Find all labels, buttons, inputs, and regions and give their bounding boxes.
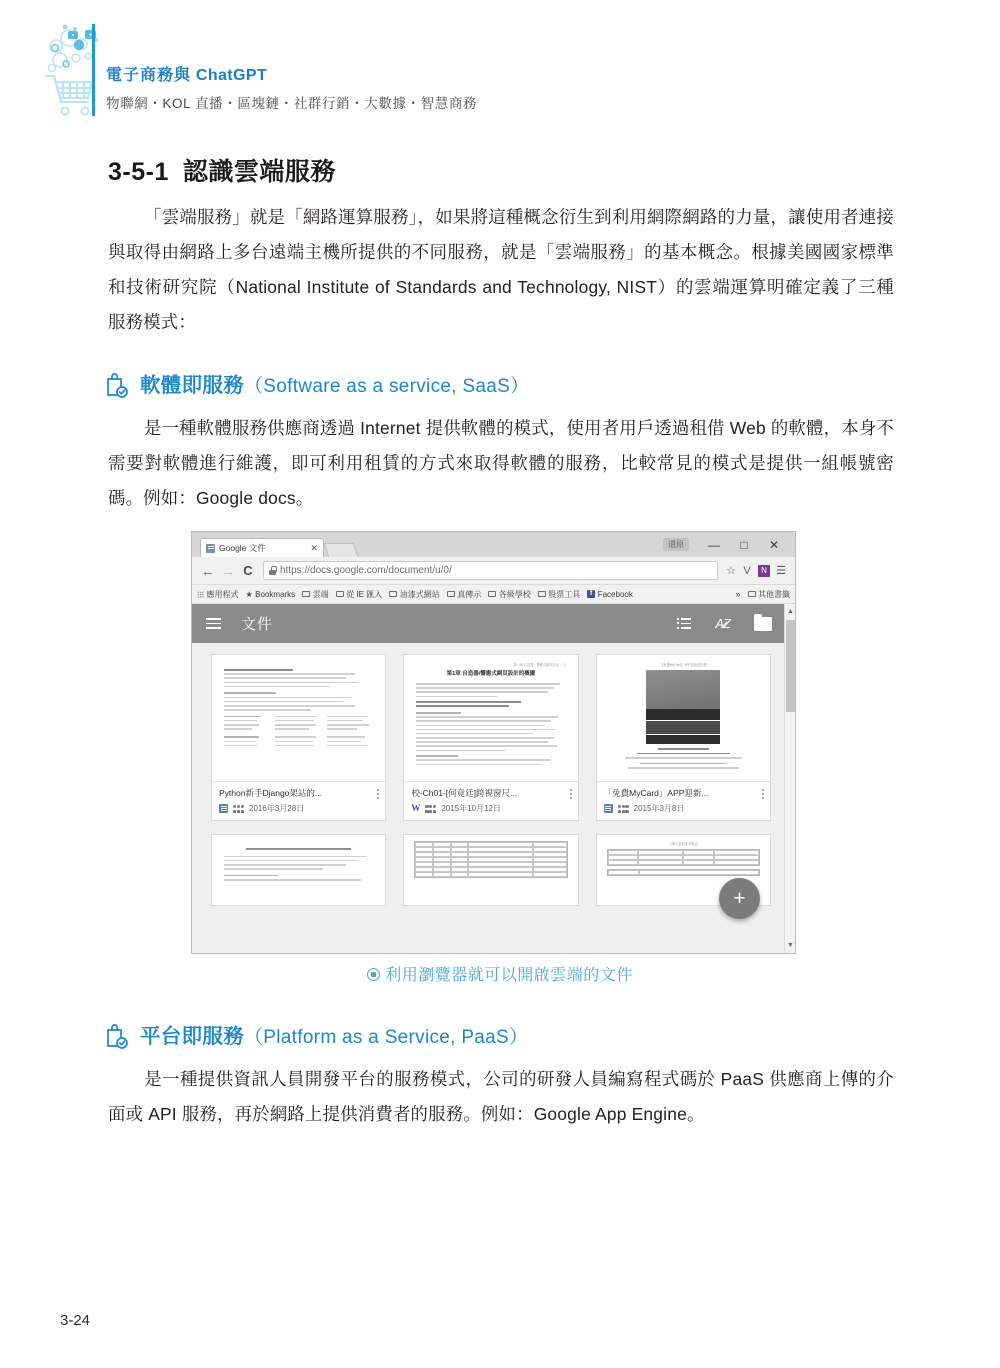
- bookmark-item-paint-site[interactable]: [389, 589, 440, 600]
- doc-card[interactable]: [211, 834, 386, 906]
- figure-caption-text: 利用瀏覽器就可以開啟雲端的文件: [385, 967, 633, 984]
- doc-card[interactable]: [403, 654, 578, 821]
- paas-paragraph-text: 是一種提供資訊人員開發平台的服務模式，公司的研發人員編寫程式碼於 PaaS 供應商上傳的介面或 API 服務，再於網路上提供消費者的服務。例如：Google App Engine。: [108, 1069, 894, 1124]
- browser-screenshot-figure: [191, 531, 796, 954]
- google-docs-type-icon: [604, 804, 613, 813]
- browser-tab-title: Google 文件: [219, 543, 266, 553]
- doc-card-meta: [404, 781, 577, 820]
- browser-nav-bar: [192, 557, 795, 585]
- bookmark-item-facebook[interactable]: [587, 590, 633, 599]
- window-controls: [663, 534, 789, 555]
- apps-grid-icon: [197, 591, 204, 598]
- doc-thumbnail: 公職人員財產申報表: [597, 835, 770, 905]
- sort-az-icon[interactable]: A̷Z: [715, 616, 730, 631]
- onenote-extension-icon[interactable]: N: [758, 565, 770, 577]
- intro-paragraph: [108, 200, 894, 340]
- back-button[interactable]: ←: [201, 562, 215, 579]
- scrollbar-thumb[interactable]: [786, 620, 795, 712]
- docs-app-bar-actions: [677, 616, 772, 631]
- bookmark-item-apps[interactable]: [197, 589, 239, 600]
- bookmark-label: Facebook: [597, 589, 633, 599]
- shopping-cart-bubbles-logo: [44, 18, 104, 123]
- bookmark-item-other[interactable]: [748, 589, 791, 600]
- paas-heading-text: [140, 1019, 528, 1049]
- paas-heading-en: （Platform as a Service, PaaS）: [244, 1027, 529, 1048]
- new-document-fab[interactable]: +: [719, 878, 760, 919]
- docs-app-bar: [192, 604, 786, 643]
- running-head-title: [106, 62, 267, 85]
- page-number: 3-24: [60, 1312, 91, 1329]
- header-accent-rule: [92, 24, 95, 116]
- star-icon: ★: [245, 589, 253, 599]
- doc-card-more-icon[interactable]: [762, 789, 765, 801]
- address-bar-url: https://docs.google.com/document/u/0/: [280, 565, 452, 576]
- browser-tab[interactable]: [200, 538, 324, 557]
- bag-check-icon: [104, 1022, 130, 1050]
- restore-tooltip-chip: 還原: [663, 538, 689, 551]
- bookmark-item-schools[interactable]: [488, 589, 531, 600]
- shared-people-icon: [618, 805, 629, 813]
- bag-check-icon: [104, 371, 130, 399]
- folder-icon: [748, 591, 756, 597]
- list-view-icon[interactable]: [677, 618, 691, 629]
- bookmark-label: 應用程式: [206, 589, 239, 599]
- paas-paragraph: [108, 1062, 894, 1132]
- doc-thumbnail-title: 第1章 自造器/響應式網頁設計的概圖: [446, 671, 536, 677]
- bookmark-label: Bookmarks: [255, 589, 296, 599]
- docs-card-row: [211, 834, 771, 906]
- section-number: 3-5-1: [108, 158, 169, 186]
- folder-icon: [538, 591, 546, 597]
- running-head-title-en: ChatGPT: [195, 67, 268, 84]
- bookmark-label: 股票工具: [548, 589, 581, 599]
- doc-card[interactable]: [211, 654, 386, 821]
- figure-caption: [0, 962, 1000, 985]
- folder-icon: [336, 591, 344, 597]
- minimize-button[interactable]: —: [708, 537, 720, 552]
- bookmark-label: 真傳示: [457, 589, 482, 599]
- doc-card-title: 「免費MyCard」APP迎新...: [603, 788, 709, 798]
- chrome-menu-icon[interactable]: ☰: [776, 565, 786, 577]
- doc-card-more-icon[interactable]: [570, 789, 573, 801]
- doc-thumbnail: [404, 655, 577, 781]
- shared-people-icon: [233, 805, 244, 813]
- word-type-icon: W: [411, 803, 421, 813]
- folder-icon: [302, 591, 310, 597]
- running-head-subtitle: 物聯網・KOL 直播・區塊鏈・社群行銷・大數據・智慧商務: [106, 96, 478, 111]
- maximize-button[interactable]: □: [740, 537, 748, 552]
- section-heading: [108, 152, 336, 188]
- doc-card-more-icon[interactable]: [377, 789, 380, 801]
- bookmark-label: 各級學校: [498, 589, 531, 599]
- poster-graphic: [646, 670, 720, 744]
- doc-card-subline: [219, 803, 378, 814]
- tab-close-icon[interactable]: ✕: [310, 542, 318, 553]
- bookmark-label: 雲端: [312, 589, 329, 599]
- saas-heading-en: （Software as a service, SaaS）: [244, 376, 530, 397]
- facebook-icon: f: [587, 590, 595, 598]
- saas-heading-text: [140, 368, 529, 398]
- saas-paragraph: [108, 411, 894, 516]
- lock-icon: [269, 566, 276, 575]
- doc-card-meta: [212, 781, 385, 820]
- docs-card-grid: [211, 654, 771, 919]
- folder-icon: [488, 591, 496, 597]
- doc-card-date: 2015年3月8日: [633, 804, 685, 813]
- close-button[interactable]: ✕: [768, 537, 780, 552]
- bookmark-label: 油漆式網站: [399, 589, 440, 599]
- running-head-title-cjk: 電子商務與: [106, 67, 192, 84]
- reload-button[interactable]: C: [243, 563, 253, 578]
- paas-heading-cjk: 平台即服務: [140, 1025, 244, 1048]
- camera-icon: [367, 968, 380, 981]
- extension-v-icon[interactable]: V: [743, 564, 751, 577]
- folder-icon: [447, 591, 455, 597]
- bookmark-label: 其他書籤: [758, 589, 790, 599]
- docs-file-grid: [192, 643, 786, 953]
- new-tab-button[interactable]: [324, 543, 359, 557]
- scroll-down-icon[interactable]: ▼: [787, 942, 794, 949]
- doc-thumbnail: [212, 835, 385, 905]
- intro-paragraph-text: 「雲端服務」就是「網路運算服務」，如果將這種概念衍生到利用網際網路的力量，讓使用者連接與取得由網路上多台遠端主機所提供的不同服務，就是「雲端服務」的基本概念。根據美國國家標準和技術研究院（National Institute of Standards and Technology, NIST）的雲端運算明確定義了三種服務模式：: [108, 207, 894, 332]
- doc-thumbnail: [212, 655, 385, 781]
- docs-favicon: [206, 544, 215, 553]
- docs-card-row: [211, 654, 771, 821]
- bookmarks-overflow-icon[interactable]: »: [735, 589, 741, 599]
- bookmark-star-icon[interactable]: ☆: [726, 565, 736, 577]
- doc-card-subline: [411, 803, 570, 814]
- bookmark-item-cloud[interactable]: [302, 589, 329, 600]
- doc-thumbnail: [404, 835, 577, 905]
- section-title: 認識雲端服務: [182, 158, 336, 186]
- doc-card[interactable]: [596, 654, 771, 821]
- bookmark-item-bookmarks[interactable]: [246, 590, 296, 599]
- doc-card-title: 校-Ch01-[何竟廷]跨視窗尺...: [411, 788, 518, 798]
- forward-button[interactable]: →: [221, 562, 235, 579]
- scroll-up-icon[interactable]: ▲: [787, 608, 794, 615]
- doc-card-meta: [597, 781, 770, 820]
- bookmark-item-stock-tools[interactable]: [538, 589, 581, 600]
- doc-card-date: 2016年3月28日: [249, 804, 305, 813]
- doc-card-title: Python新手Django架站的...: [219, 788, 322, 798]
- doc-card-subline: [604, 803, 763, 814]
- doc-thumbnail-header: 第一章 自造器・響應式網頁設計 ｜ 1: [513, 663, 566, 667]
- folder-icon: [389, 591, 397, 597]
- doc-thumbnail: 【免費MyCard】APP迎新送好禮: [597, 655, 770, 781]
- thumbnail-table: [414, 841, 567, 878]
- saas-paragraph-text: 是一種軟體服務供應商透過 Internet 提供軟體的模式，使用者用戶透過租借 Web 的軟體，本身不需要對軟體進行維護，即可利用租賃的方式來取得軟體的服務，比較常見的模式是提供一組帳號密碼。例如：Google docs。: [108, 418, 895, 508]
- doc-card-date: 2015年10月12日: [441, 804, 501, 813]
- bookmark-item-demo[interactable]: [447, 589, 482, 600]
- bookmark-item-ie-import[interactable]: [336, 589, 383, 600]
- thumbnail-table: [607, 849, 760, 866]
- google-docs-type-icon: [219, 804, 228, 813]
- folder-icon[interactable]: [754, 617, 772, 631]
- saas-heading-cjk: 軟體即服務: [140, 374, 244, 397]
- running-head: [0, 0, 1000, 135]
- bookmarks-bar: [192, 585, 795, 604]
- hamburger-icon[interactable]: [206, 618, 221, 629]
- doc-card[interactable]: [403, 834, 578, 906]
- docs-app-title: 文件: [241, 616, 274, 633]
- address-bar[interactable]: [263, 561, 718, 580]
- shared-people-icon: [425, 805, 436, 813]
- vertical-scrollbar[interactable]: [784, 604, 795, 953]
- bookmark-label: 從 IE 匯入: [346, 589, 383, 599]
